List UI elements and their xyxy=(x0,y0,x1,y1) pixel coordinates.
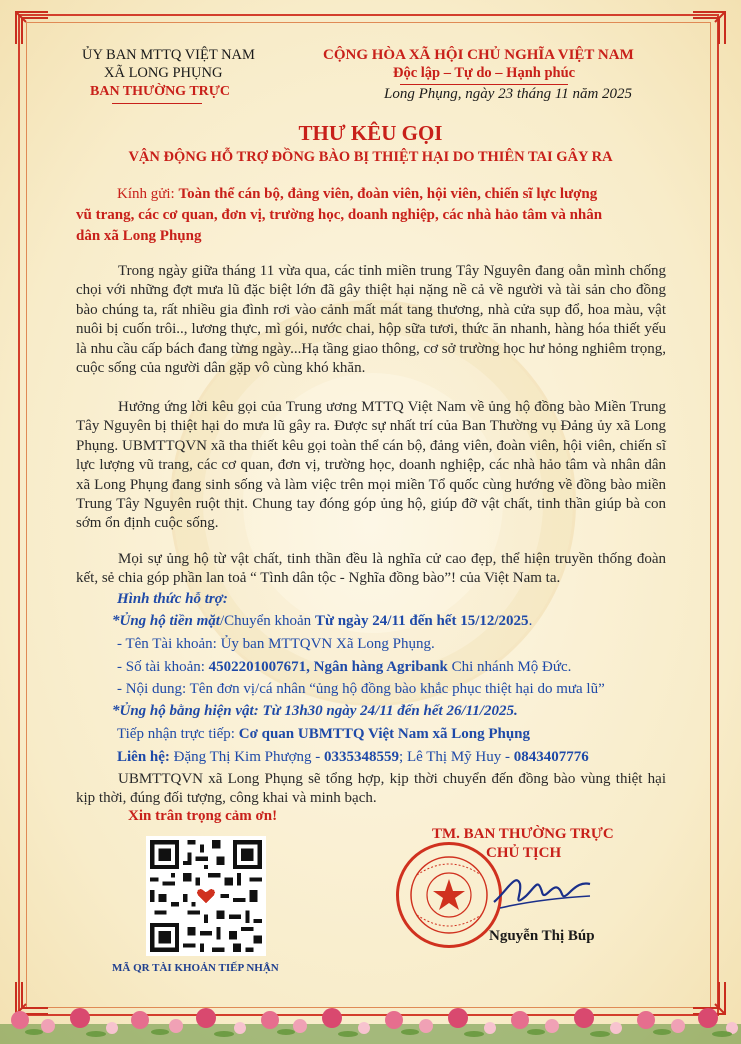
support-heading: Hình thức hỗ trợ: xyxy=(117,591,228,607)
contact-separator: ; Lê Thị Mỹ Huy - xyxy=(399,749,514,765)
receive-prefix: Tiếp nhận trực tiếp: xyxy=(117,726,239,742)
national-motto: Độc lập – Tự do – Hạnh phúc xyxy=(393,65,576,81)
account-number-line xyxy=(117,659,571,676)
corner-ornament-icon xyxy=(12,8,52,48)
flower-border-icon xyxy=(0,990,741,1044)
support-cash-mid: /Chuyển khoản xyxy=(219,613,315,629)
account-number-prefix: - Số tài khoản: xyxy=(117,659,209,675)
contact-1-phone: 0335348559 xyxy=(324,749,400,765)
support-cash-line xyxy=(112,613,532,630)
greeting-line-1 xyxy=(117,186,597,203)
issuer-line-3: BAN THƯỜNG TRỰC xyxy=(90,84,231,99)
qr-caption: MÃ QR TÀI KHOẢN TIẾP NHẬN xyxy=(112,962,279,974)
qr-code-icon[interactable] xyxy=(146,836,266,956)
signature-title-2: CHỦ TỊCH xyxy=(486,845,562,861)
receive-place: Cơ quan UBMTTQ Việt Nam xã Long Phụng xyxy=(238,726,531,742)
signature-title-1: TM. BAN THƯỜNG TRỰC xyxy=(432,826,614,842)
national-title: CỘNG HÒA XÃ HỘI CHỦ NGHĨA VIỆT NAM xyxy=(323,47,634,63)
receive-line xyxy=(117,726,530,743)
closing-thanks: Xin trân trọng cảm ơn! xyxy=(128,808,278,824)
issuer-line-1: ỦY BAN MTTQ VIỆT NAM xyxy=(82,47,255,63)
handwritten-signature-icon xyxy=(486,862,596,922)
support-cash-label: *Ủng hộ tiền mặt xyxy=(112,613,220,629)
contact-line xyxy=(117,749,589,766)
contact-1-name: Đặng Thị Kim Phượng - xyxy=(173,749,325,765)
greeting-line-3: dân xã Long Phụng xyxy=(76,228,202,244)
corner-ornament-icon xyxy=(689,8,729,48)
transfer-content: - Nội dung: Tên đơn vị/cá nhân “ủng hộ đồng bào khắc phục thiệt hại do mưa lũ” xyxy=(117,681,605,697)
issuer-underline xyxy=(112,103,202,104)
contact-2-phone: 0843407776 xyxy=(513,749,589,765)
support-goods-line: *Ủng hộ bằng hiện vật: Từ 13h30 ngày 24/11 đến hết 26/11/2025. xyxy=(112,703,518,719)
signer-name: Nguyễn Thị Búp xyxy=(489,928,595,944)
issuer-line-2: XÃ LONG PHỤNG xyxy=(104,65,223,81)
document-title: THƯ KÊU GỌI xyxy=(298,121,443,145)
document-subtitle: VẬN ĐỘNG HỖ TRỢ ĐỒNG BÀO BỊ THIỆT HẠI DO THIÊN TAI GÂY RA xyxy=(128,149,613,165)
support-cash-dates: Từ ngày 24/11 đến hết 15/12/2025 xyxy=(314,613,529,629)
account-number: 4502201007671, Ngân hàng Agribank xyxy=(208,659,448,675)
body-paragraph-1: Trong ngày giữa tháng 11 vừa qua, các tỉnh miền trung Tây Nguyên đang oằn mình chống chọi với những đợt mưa lũ đặc biệt lớn đã gây thiệt hại nặng nề cả về người và tài sản cho đồng bào chúng ta, rất nhiều gia đình rơi vào cảnh mất mát tang thương, nhà cửa sụp đổ, hoa màu, vật nuôi bị cuốn trôi.., lương thực, mì gói, nước chai, hộp sữa tươi, thức ăn nhanh, hàng hóa thiết yếu là nhu cầu cấp bách đang từng ngày...Hạ tầng giao thông, cơ sở trường học hư hỏng nghiêm trọng, cuộc sống của người dân gặp vô cùng khó khăn. xyxy=(76,263,666,377)
closing-paragraph: UBMTTQVN xã Long Phụng sẽ tổng hợp, kịp thời chuyển đến đồng bào vùng thiệt hại kịp thời, đúng đối tượng, công khai và minh bạch. xyxy=(76,771,666,807)
motto-underline xyxy=(400,84,568,85)
account-branch: Chi nhánh Mộ Đức. xyxy=(447,659,572,675)
greeting-line-2: vũ trang, các cơ quan, đơn vị, trường học, doanh nghiệp, các nhà hảo tâm và nhân xyxy=(76,207,603,223)
greeting-prefix: Kính gửi: xyxy=(117,186,179,202)
body-paragraph-2: Hưởng ứng lời kêu gọi của Trung ương MTTQ Việt Nam về ủng hộ đồng bào Miền Trung Tây Nguyên bị thiệt hại do mưa lũ gây ra. Được sự nhất trí của Ban Thường vụ Đảng ủy xã Long Phụng. UBMTTQVN xã tha thiết kêu gọi toàn thể cán bộ, đảng viên, đoàn viên, hội viên, chiến sĩ lực lượng vũ trang, các cơ quan, đơn vị, trường học, doanh nghiệp, các nhà hảo tâm và nhân dân xã Long Phụng đang sinh sống và làm việc trên mọi miền Tổ quốc cùng hướng về đồng bào miền Trung Tây Nguyên ruột thịt. Chung tay đóng góp ủng hộ, giúp đỡ vật chất, tinh thần giúp bà con sớm ổn định cuộc sống. xyxy=(76,399,666,532)
greeting-recipients-1: Toàn thể cán bộ, đảng viên, đoàn viên, hội viên, chiến sĩ lực lượng xyxy=(178,186,598,202)
account-name: - Tên Tài khoản: Ủy ban MTTQVN Xã Long Phụng. xyxy=(117,636,435,652)
support-cash-end: . xyxy=(528,613,533,629)
contact-label: Liên hệ: xyxy=(117,749,174,765)
place-date: Long Phụng, ngày 23 tháng 11 năm 2025 xyxy=(384,86,633,102)
body-paragraph-3: Mọi sự ủng hộ từ vật chất, tinh thần đều là nghĩa cử cao đẹp, thể hiện truyền thống đoàn kết, sẻ chia góp phần lan toả “ Tình dân tộc - Nghĩa đồng bào”! của Việt Nam ta. xyxy=(76,551,666,587)
